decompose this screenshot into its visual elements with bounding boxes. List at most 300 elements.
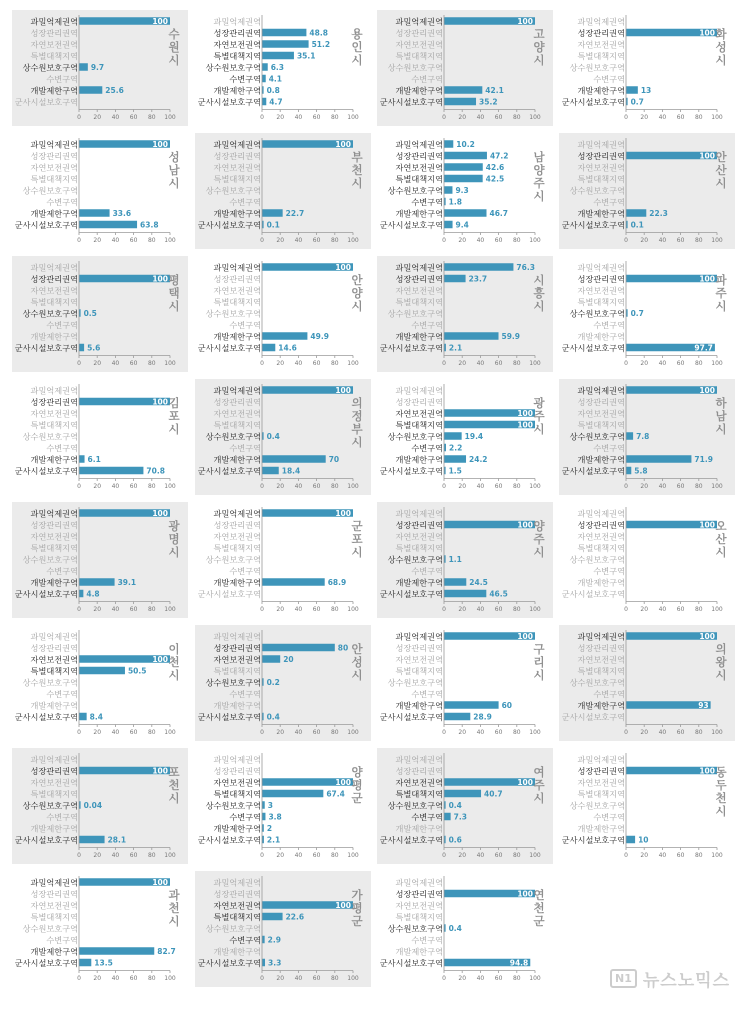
- panel-chart: [559, 256, 735, 372]
- category-label: 성장관리권역: [213, 766, 261, 777]
- category-label: 상수원보호구역: [387, 185, 443, 196]
- category-label: 특별대책지역: [577, 174, 625, 185]
- category-label: 특별대책지역: [395, 420, 443, 431]
- x-tick-label: 40: [658, 360, 667, 367]
- x-tick-label: 60: [129, 114, 138, 121]
- data-label: 19.4: [464, 432, 484, 441]
- bar: [79, 86, 102, 94]
- bar: [444, 332, 499, 340]
- bar: [262, 455, 326, 463]
- chart-panel: [12, 502, 188, 618]
- logo-mark: N1: [610, 969, 637, 988]
- bar: [262, 467, 279, 475]
- category-label: 성장관리권역: [30, 28, 78, 39]
- category-label: 상수원보호구역: [387, 554, 443, 565]
- x-tick-label: 60: [129, 606, 138, 613]
- chart-panel: [377, 379, 553, 495]
- category-label: 자연보전권역: [395, 39, 443, 50]
- data-label: 0.6: [448, 835, 462, 845]
- bar: [262, 655, 280, 663]
- bar: [262, 790, 323, 798]
- category-label: 군사시설보호구역: [197, 97, 261, 108]
- category-label: 수변구역: [593, 443, 625, 454]
- x-tick-label: 100: [711, 606, 723, 613]
- x-tick-label: 0: [624, 483, 628, 490]
- chart-panel: [559, 502, 735, 618]
- chart-panel: [559, 256, 735, 372]
- bar: [444, 140, 453, 148]
- x-tick-label: 40: [111, 360, 120, 367]
- category-label: 개발제한구역: [577, 577, 625, 588]
- category-label: 성장관리권역: [213, 889, 261, 900]
- bar: [444, 701, 499, 709]
- data-label: 46.7: [489, 209, 509, 218]
- bar: [79, 667, 125, 675]
- category-label: 상수원보호구역: [22, 554, 78, 565]
- city-name: 하남시: [715, 396, 727, 436]
- category-label: 특별대책지역: [577, 420, 625, 431]
- x-tick-label: 100: [529, 606, 541, 613]
- chart-panel: [12, 133, 188, 249]
- bar: [262, 40, 309, 48]
- data-label: 67.4: [326, 789, 345, 799]
- city-name: 동두천시: [715, 765, 727, 818]
- x-tick-label: 100: [529, 975, 541, 982]
- category-label: 개발제한구역: [577, 85, 625, 96]
- x-tick-label: 20: [93, 114, 102, 121]
- category-label: 성장관리권역: [577, 274, 625, 285]
- x-tick-label: 20: [276, 729, 285, 736]
- category-label: 특별대책지역: [395, 789, 443, 800]
- city-name: 성남시: [168, 150, 180, 190]
- category-label: 성장관리권역: [395, 766, 443, 777]
- data-label: 100: [517, 632, 533, 641]
- data-label: 0.1: [630, 220, 644, 230]
- data-label: 5.6: [87, 343, 101, 353]
- data-label: 100: [699, 520, 715, 530]
- panel-chart: [12, 256, 188, 372]
- bar: [626, 455, 691, 463]
- chart-panel: [12, 10, 188, 126]
- data-label: 0.1: [266, 220, 280, 230]
- bar: [444, 263, 513, 271]
- x-tick-label: 80: [147, 975, 156, 982]
- category-label: 특별대책지역: [395, 297, 443, 308]
- category-label: 군사시설보호구역: [561, 589, 625, 600]
- category-label: 자연보전권역: [395, 408, 443, 419]
- x-tick-label: 60: [129, 975, 138, 982]
- x-tick-label: 40: [111, 237, 120, 244]
- data-label: 100: [517, 889, 533, 899]
- bar: [262, 813, 265, 821]
- category-label: 개발제한구역: [395, 331, 443, 342]
- category-label: 과밀억제권역: [30, 754, 78, 765]
- x-tick-label: 60: [494, 483, 503, 490]
- category-label: 개발제한구역: [213, 85, 261, 96]
- data-label: 33.6: [112, 209, 132, 218]
- data-label: 39.1: [117, 578, 137, 587]
- category-label: 상수원보호구역: [205, 800, 261, 811]
- data-label: 0.7: [630, 309, 644, 318]
- x-tick-label: 80: [694, 852, 703, 859]
- data-label: 100: [152, 140, 168, 149]
- category-label: 과밀억제권역: [395, 754, 443, 765]
- category-label: 과밀억제권역: [577, 385, 625, 396]
- data-label: 6.1: [87, 455, 101, 464]
- chart-panel: [559, 625, 735, 741]
- category-label: 개발제한구역: [213, 700, 261, 711]
- data-label: 47.2: [489, 151, 509, 161]
- x-tick-label: 60: [676, 360, 685, 367]
- category-label: 과밀억제권역: [395, 139, 443, 150]
- x-tick-label: 40: [658, 729, 667, 736]
- x-tick-label: 80: [330, 606, 339, 613]
- category-label: 자연보전권역: [30, 162, 78, 173]
- x-tick-label: 80: [694, 606, 703, 613]
- x-tick-label: 80: [330, 729, 339, 736]
- x-tick-label: 40: [111, 729, 120, 736]
- panel-chart: [559, 748, 735, 864]
- x-tick-label: 80: [147, 852, 156, 859]
- category-label: 상수원보호구역: [387, 923, 443, 934]
- category-label: 자연보전권역: [577, 777, 625, 788]
- data-label: 0.4: [448, 924, 462, 933]
- x-tick-label: 60: [129, 360, 138, 367]
- x-tick-label: 20: [458, 606, 467, 613]
- category-label: 자연보전권역: [213, 162, 261, 173]
- x-tick-label: 40: [476, 237, 485, 244]
- x-tick-label: 100: [529, 483, 541, 490]
- category-label: 성장관리권역: [30, 520, 78, 531]
- category-label: 자연보전권역: [395, 531, 443, 542]
- category-label: 군사시설보호구역: [197, 712, 261, 723]
- category-label: 상수원보호구역: [569, 677, 625, 688]
- category-label: 수변구역: [411, 935, 443, 946]
- bar: [262, 63, 268, 71]
- category-label: 과밀억제권역: [395, 385, 443, 396]
- category-label: 수변구역: [411, 197, 443, 208]
- x-tick-label: 60: [494, 114, 503, 121]
- category-label: 개발제한구역: [30, 331, 78, 342]
- x-tick-label: 0: [77, 729, 81, 736]
- x-tick-label: 60: [494, 360, 503, 367]
- category-label: 상수원보호구역: [387, 308, 443, 319]
- x-tick-label: 40: [476, 114, 485, 121]
- x-tick-label: 80: [330, 360, 339, 367]
- x-tick-label: 80: [147, 114, 156, 121]
- bar: [79, 947, 154, 955]
- data-label: 100: [517, 17, 533, 26]
- bar: [262, 98, 266, 106]
- category-label: 자연보전권역: [395, 777, 443, 788]
- x-tick-label: 100: [529, 114, 541, 121]
- category-label: 성장관리권역: [577, 151, 625, 162]
- category-label: 특별대책지역: [395, 174, 443, 185]
- data-label: 20: [283, 655, 294, 664]
- x-tick-label: 0: [77, 852, 81, 859]
- category-label: 수변구역: [229, 812, 261, 823]
- x-tick-label: 20: [93, 729, 102, 736]
- category-label: 성장관리권역: [577, 520, 625, 531]
- category-label: 성장관리권역: [395, 643, 443, 654]
- data-label: 2.2: [449, 443, 463, 453]
- data-label: 2.9: [267, 935, 281, 945]
- category-label: 과밀억제권역: [30, 508, 78, 519]
- bar: [444, 186, 452, 194]
- x-tick-label: 0: [77, 237, 81, 244]
- category-label: 자연보전권역: [577, 531, 625, 542]
- x-tick-label: 60: [312, 975, 321, 982]
- x-tick-label: 40: [294, 852, 303, 859]
- city-name: 과천시: [168, 888, 180, 928]
- x-tick-label: 20: [640, 606, 649, 613]
- x-tick-label: 40: [476, 852, 485, 859]
- category-label: 군사시설보호구역: [379, 958, 443, 969]
- data-label: 100: [152, 509, 168, 518]
- category-label: 군사시설보호구역: [561, 220, 625, 231]
- category-label: 자연보전권역: [30, 900, 78, 911]
- chart-panel: [195, 748, 371, 864]
- category-label: 특별대책지역: [577, 543, 625, 554]
- category-label: 성장관리권역: [213, 274, 261, 285]
- panel-chart: [195, 10, 371, 126]
- chart-panel: [559, 379, 735, 495]
- x-tick-label: 20: [640, 852, 649, 859]
- bar: [444, 590, 486, 598]
- bar: [79, 590, 83, 598]
- panel-chart: [559, 379, 735, 495]
- category-label: 성장관리권역: [395, 520, 443, 531]
- category-label: 개발제한구역: [30, 823, 78, 834]
- panel-chart: [377, 256, 553, 372]
- data-label: 100: [335, 140, 351, 149]
- category-label: 군사시설보호구역: [379, 343, 443, 354]
- x-tick-label: 60: [312, 237, 321, 244]
- x-tick-label: 80: [512, 852, 521, 859]
- x-tick-label: 20: [458, 729, 467, 736]
- x-tick-label: 60: [312, 729, 321, 736]
- data-label: 22.3: [649, 209, 668, 218]
- category-label: 자연보전권역: [395, 654, 443, 665]
- category-label: 군사시설보호구역: [379, 220, 443, 231]
- x-tick-label: 80: [330, 237, 339, 244]
- x-tick-label: 60: [129, 483, 138, 490]
- category-label: 특별대책지역: [213, 789, 261, 800]
- bar: [444, 275, 466, 283]
- panel-chart: [559, 10, 735, 126]
- data-label: 100: [152, 17, 168, 26]
- x-tick-label: 20: [640, 237, 649, 244]
- x-tick-label: 80: [512, 114, 521, 121]
- x-tick-label: 0: [624, 606, 628, 613]
- x-tick-label: 40: [111, 483, 120, 490]
- category-label: 군사시설보호구역: [561, 835, 625, 846]
- data-label: 40.7: [484, 789, 503, 799]
- category-label: 상수원보호구역: [22, 62, 78, 73]
- category-label: 과밀억제권역: [30, 16, 78, 27]
- data-label: 100: [335, 778, 351, 787]
- category-label: 군사시설보호구역: [197, 589, 261, 600]
- category-label: 자연보전권역: [577, 162, 625, 173]
- x-tick-label: 40: [658, 483, 667, 490]
- data-label: 100: [335, 509, 351, 518]
- category-label: 자연보전권역: [577, 654, 625, 665]
- category-label: 군사시설보호구역: [14, 589, 78, 600]
- panel-chart: [195, 379, 371, 495]
- city-name: 안산시: [715, 150, 727, 190]
- category-label: 과밀억제권역: [395, 262, 443, 273]
- category-label: 성장관리권역: [30, 151, 78, 162]
- category-label: 개발제한구역: [30, 946, 78, 957]
- data-label: 22.7: [285, 209, 305, 218]
- bar: [444, 175, 483, 183]
- category-label: 과밀억제권역: [30, 631, 78, 642]
- category-label: 상수원보호구역: [569, 554, 625, 565]
- category-label: 개발제한구역: [395, 454, 443, 465]
- city-name: 부천시: [351, 150, 363, 190]
- data-label: 100: [152, 878, 168, 887]
- category-label: 군사시설보호구역: [379, 589, 443, 600]
- bar: [262, 209, 283, 217]
- category-label: 개발제한구역: [577, 823, 625, 834]
- data-label: 8.4: [89, 712, 103, 722]
- data-label: 9.4: [455, 220, 469, 230]
- bar: [444, 86, 482, 94]
- x-tick-label: 40: [658, 114, 667, 121]
- category-label: 특별대책지역: [577, 789, 625, 800]
- chart-panel: [195, 256, 371, 372]
- city-name: 연천군: [533, 888, 545, 928]
- x-tick-label: 100: [347, 852, 359, 859]
- x-tick-label: 80: [512, 360, 521, 367]
- x-tick-label: 20: [276, 360, 285, 367]
- category-label: 특별대책지역: [395, 51, 443, 62]
- x-tick-label: 40: [658, 237, 667, 244]
- category-label: 성장관리권역: [213, 28, 261, 39]
- x-tick-label: 0: [77, 606, 81, 613]
- x-tick-label: 100: [711, 360, 723, 367]
- bar: [79, 578, 115, 586]
- chart-panel: [559, 133, 735, 249]
- category-label: 군사시설보호구역: [197, 835, 261, 846]
- category-label: 성장관리권역: [213, 151, 261, 162]
- x-tick-label: 40: [294, 483, 303, 490]
- category-label: 개발제한구역: [577, 208, 625, 219]
- category-label: 군사시설보호구역: [379, 97, 443, 108]
- data-label: 68.9: [327, 578, 347, 587]
- x-tick-label: 60: [312, 606, 321, 613]
- category-label: 특별대책지역: [213, 912, 261, 923]
- category-label: 수변구역: [411, 689, 443, 700]
- category-label: 개발제한구역: [30, 85, 78, 96]
- category-label: 수변구역: [593, 197, 625, 208]
- chart-panel: [12, 748, 188, 864]
- panel-chart: [12, 133, 188, 249]
- x-tick-label: 20: [276, 606, 285, 613]
- bar: [262, 29, 306, 37]
- x-tick-label: 20: [458, 360, 467, 367]
- bar: [444, 163, 483, 171]
- category-label: 자연보전권역: [395, 285, 443, 296]
- x-tick-label: 80: [694, 729, 703, 736]
- chart-panel: [12, 256, 188, 372]
- chart-panel: [12, 625, 188, 741]
- data-label: 4.8: [86, 589, 100, 599]
- x-tick-label: 80: [147, 729, 156, 736]
- category-label: 수변구역: [411, 443, 443, 454]
- bar: [444, 432, 462, 440]
- category-label: 군사시설보호구역: [14, 958, 78, 969]
- category-label: 성장관리권역: [213, 643, 261, 654]
- x-tick-label: 100: [711, 114, 723, 121]
- city-name: 수원시: [168, 27, 180, 67]
- category-label: 수변구역: [593, 689, 625, 700]
- category-label: 개발제한구역: [213, 946, 261, 957]
- x-tick-label: 80: [512, 975, 521, 982]
- data-label: 10.2: [456, 140, 475, 149]
- category-label: 과밀억제권역: [577, 262, 625, 273]
- x-tick-label: 60: [129, 237, 138, 244]
- category-label: 군사시설보호구역: [561, 466, 625, 477]
- x-tick-label: 20: [640, 729, 649, 736]
- data-label: 35.2: [479, 97, 498, 107]
- x-tick-label: 100: [529, 729, 541, 736]
- data-label: 2.1: [266, 835, 281, 845]
- category-label: 특별대책지역: [30, 51, 78, 62]
- data-label: 9.7: [90, 63, 105, 72]
- category-label: 수변구역: [229, 689, 261, 700]
- x-tick-label: 40: [111, 114, 120, 121]
- panel-chart: [12, 379, 188, 495]
- x-tick-label: 40: [294, 360, 303, 367]
- x-tick-label: 0: [260, 114, 264, 121]
- category-label: 개발제한구역: [395, 85, 443, 96]
- x-tick-label: 0: [260, 360, 264, 367]
- category-label: 과밀억제권역: [577, 508, 625, 519]
- bar: [444, 98, 476, 106]
- data-label: 94.8: [509, 958, 529, 968]
- data-label: 82.7: [157, 947, 176, 956]
- data-label: 93: [698, 701, 709, 710]
- x-tick-label: 100: [529, 852, 541, 859]
- data-label: 0.7: [630, 97, 644, 107]
- panel-chart: [195, 256, 371, 372]
- panel-chart: [377, 10, 553, 126]
- category-label: 성장관리권역: [30, 766, 78, 777]
- category-label: 과밀억제권역: [213, 385, 261, 396]
- category-label: 성장관리권역: [395, 889, 443, 900]
- panel-chart: [195, 871, 371, 987]
- x-tick-label: 20: [276, 852, 285, 859]
- category-label: 특별대책지역: [577, 51, 625, 62]
- category-label: 과밀억제권역: [30, 139, 78, 150]
- category-label: 성장관리권역: [213, 397, 261, 408]
- x-tick-label: 20: [276, 483, 285, 490]
- x-tick-label: 60: [312, 114, 321, 121]
- bar: [262, 644, 335, 652]
- category-label: 특별대책지역: [213, 420, 261, 431]
- category-label: 성장관리권역: [577, 397, 625, 408]
- data-label: 7.3: [453, 812, 467, 822]
- category-label: 특별대책지역: [213, 543, 261, 554]
- data-label: 100: [699, 632, 715, 641]
- x-tick-label: 100: [347, 975, 359, 982]
- chart-panel: [377, 748, 553, 864]
- category-label: 성장관리권역: [577, 643, 625, 654]
- data-label: 48.8: [309, 28, 328, 38]
- city-name: 파주시: [715, 273, 727, 313]
- data-label: 10: [638, 835, 649, 845]
